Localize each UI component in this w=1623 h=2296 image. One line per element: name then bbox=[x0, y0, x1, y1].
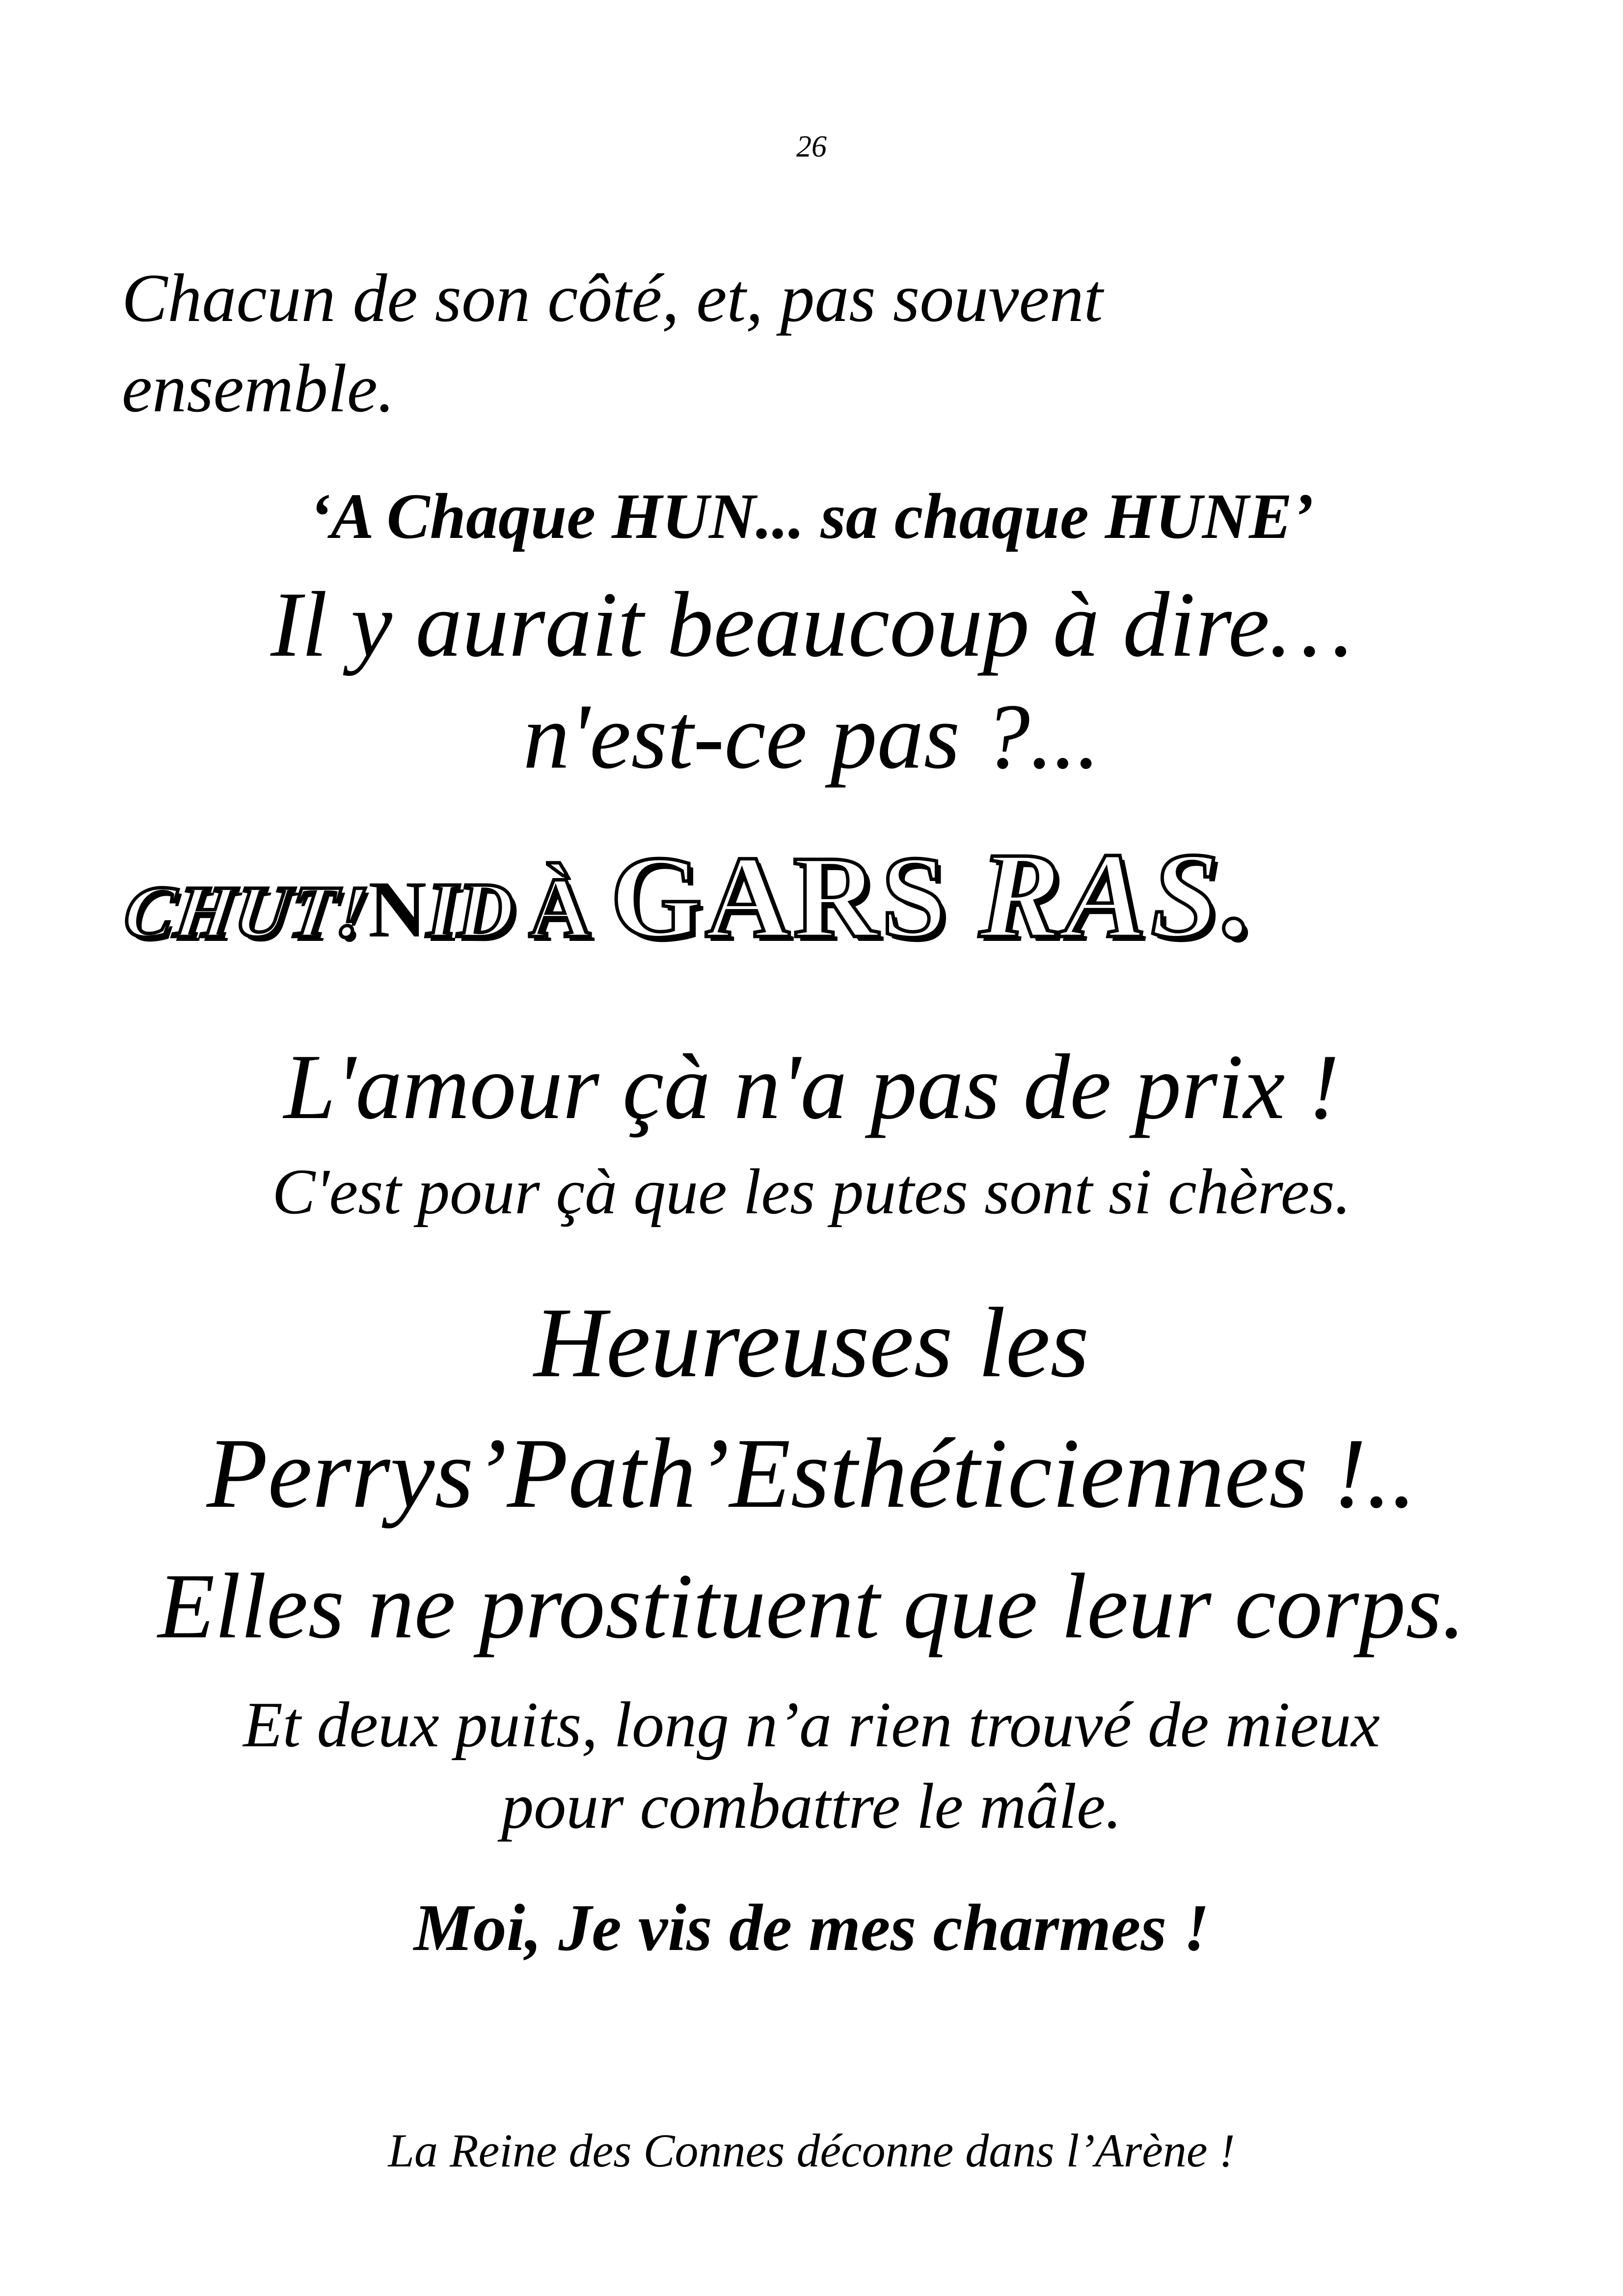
wells-line-1: Et deux puits, long n’a rien trouvé de mieux bbox=[243, 1688, 1380, 1761]
charms-line: Moi, Je vis de mes charmes ! bbox=[413, 1891, 1210, 1965]
happy-line-2: Perrys’Path’Esthéticiennes !.. bbox=[206, 1418, 1417, 1529]
happy-line-3: Elles ne prostituent que leur corps. bbox=[158, 1555, 1465, 1658]
page-number: 26 bbox=[796, 130, 827, 163]
motto-line: ‘A Chaque HUN... sa chaque HUNE’ bbox=[309, 480, 1314, 552]
intro-line-1: Chacun de son côté, et, pas souvent bbox=[122, 260, 1103, 336]
wells-line-2: pour combattre le mâle. bbox=[501, 1770, 1122, 1842]
banner-word-chut: CHUT! bbox=[119, 871, 374, 953]
banner-word-gars: GARS bbox=[610, 831, 950, 962]
happy-line-1: Heureuses les bbox=[534, 1287, 1089, 1398]
banner-word-n: N bbox=[368, 864, 427, 954]
reflection-line-1: Il y aurait beaucoup à dire… bbox=[270, 573, 1353, 676]
banner-word-a: À bbox=[529, 860, 591, 955]
love-line-1: L'amour çà n'a pas de prix ! bbox=[283, 1036, 1340, 1139]
intro-line-2: ensemble. bbox=[122, 350, 395, 427]
decorative-banner bbox=[119, 828, 1451, 982]
banner-word-id: ID bbox=[427, 866, 514, 954]
reflection-line-2: n'est-ce pas ?... bbox=[523, 685, 1100, 788]
banner-word-ras: RAS. bbox=[979, 828, 1258, 963]
footer-line: La Reine des Connes déconne dans l’Arène ! bbox=[388, 2124, 1235, 2177]
love-line-2: C'est pour çà que les putes sont si chères. bbox=[272, 1155, 1351, 1228]
